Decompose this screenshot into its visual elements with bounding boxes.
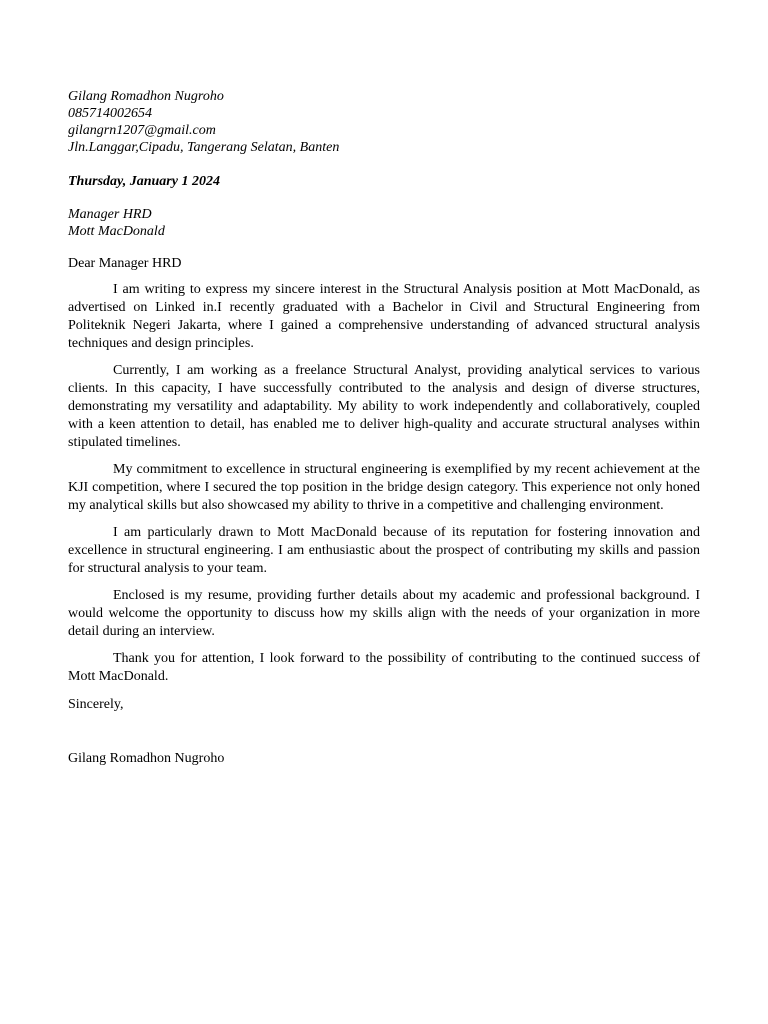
sender-name: Gilang Romadhon Nugroho: [68, 89, 224, 104]
paragraph-current-work: Currently, I am working as a freelance Structural Analyst, providing analytical services to various clients. In this capacity, I have successfully contributed to the analysis and design of diverse structures, demonstrating my versatility and adaptability. My ability to work independently and collaboratively, coupled with a keen attention to detail, has enabled me to deliver high-quality and accurate structural analyses within stipulated timelines.: [68, 363, 700, 450]
paragraph-achievement: My commitment to excellence in structural engineering is exemplified by my recent achievement at the KJI competition, where I secured the top position in the bridge design category. This experience not only honed my analytical skills but also showcased my ability to thrive in a competitive and challenging environment.: [68, 462, 700, 513]
sender-phone: 085714002654: [68, 106, 152, 121]
paragraph-introduction: I am writing to express my sincere interest in the Structural Analysis position at Mott MacDonald, as advertised on Linked in.I recently graduated with a Bachelor in Civil and Structural Engineering from Politeknik Negeri Jakarta, where I gained a comprehensive understanding of advanced structural analysis techniques and design principles.: [68, 282, 700, 351]
paragraph-motivation: I am particularly drawn to Mott MacDonald because of its reputation for fostering innovation and excellence in structural engineering. I am enthusiastic about the prospect of contributing my skills and passion for structural analysis to your team.: [68, 525, 700, 576]
sender-email: gilangrn1207@gmail.com: [68, 123, 216, 138]
salutation: Dear Manager HRD: [68, 256, 182, 271]
paragraph-enclosure: Enclosed is my resume, providing further details about my academic and professional background. I would welcome the opportunity to discuss how my skills align with the needs of your organization in more detail during an interview.: [68, 588, 700, 639]
recipient-title: Manager HRD: [68, 207, 152, 222]
sender-block: [68, 88, 700, 156]
cover-letter: [68, 88, 700, 768]
signature-name: Gilang Romadhon Nugroho: [68, 751, 225, 766]
recipient-block: [68, 206, 700, 240]
sender-address: Jln.Langgar,Cipadu, Tangerang Selatan, Banten: [68, 140, 340, 155]
closing: Sincerely,: [68, 697, 124, 712]
letter-date: Thursday, January 1 2024: [68, 174, 220, 189]
recipient-company: Mott MacDonald: [68, 224, 165, 239]
paragraph-thanks: Thank you for attention, I look forward to the possibility of contributing to the continued success of Mott MacDonald.: [68, 651, 700, 684]
